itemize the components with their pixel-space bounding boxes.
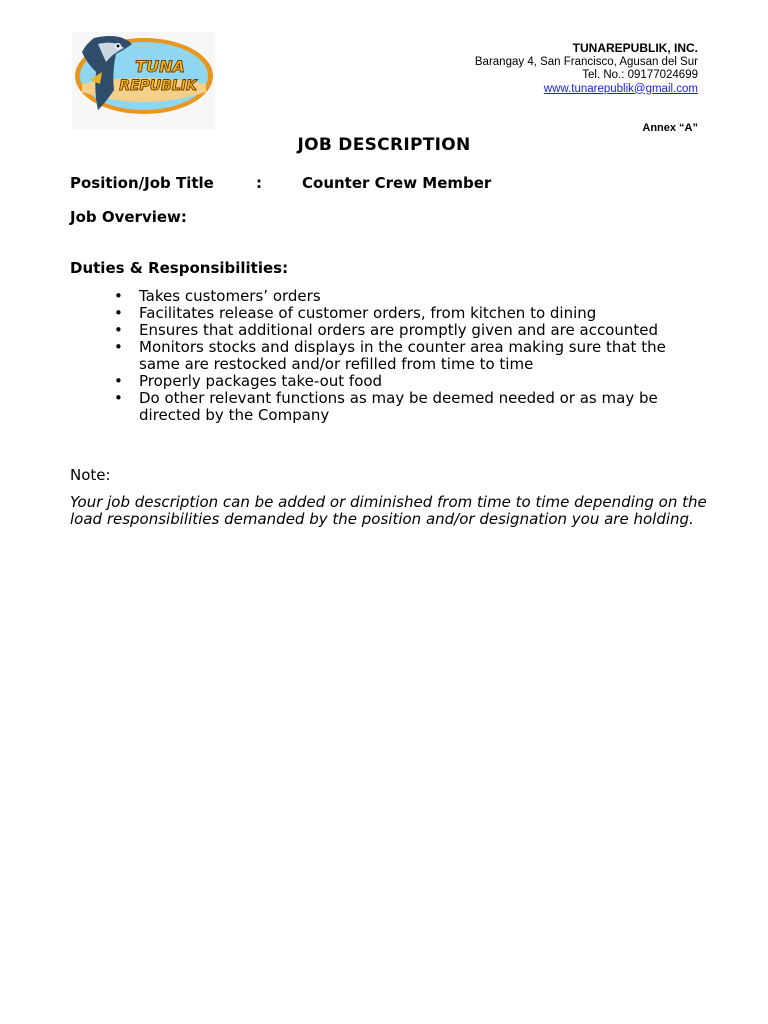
bullet-icon: • bbox=[114, 287, 123, 305]
list-item bbox=[70, 305, 700, 322]
list-item bbox=[70, 339, 700, 373]
svg-text:REPUBLIK: REPUBLIK bbox=[119, 78, 197, 94]
duty-text: Monitors stocks and displays in the counter area making sure that the same are restocked and/or refilled from time to time bbox=[139, 338, 666, 373]
duties-heading: Duties & Responsibilities: bbox=[70, 259, 289, 277]
job-overview-heading: Job Overview: bbox=[70, 208, 187, 226]
position-label: Position/Job Title bbox=[70, 174, 214, 192]
company-phone: Tel. No.: 09177024699 bbox=[582, 69, 698, 81]
duties-list bbox=[70, 288, 700, 424]
company-info bbox=[475, 42, 698, 96]
bullet-icon: • bbox=[114, 389, 123, 407]
position-value: Counter Crew Member bbox=[302, 174, 492, 192]
page-title: JOB DESCRIPTION bbox=[297, 135, 471, 155]
list-item bbox=[70, 390, 700, 424]
company-email-link[interactable]: www.tunarepublik@gmail.com bbox=[543, 82, 698, 95]
list-item bbox=[70, 373, 700, 390]
list-item bbox=[70, 288, 700, 305]
bullet-icon: • bbox=[114, 304, 123, 322]
svg-text:TUNA: TUNA bbox=[135, 57, 185, 76]
company-address: Barangay 4, San Francisco, Agusan del Sur bbox=[474, 55, 698, 68]
tuna-republik-logo-icon bbox=[72, 32, 215, 130]
bullet-icon: • bbox=[114, 338, 123, 356]
duty-text: Takes customers’ orders bbox=[139, 287, 321, 305]
position-colon: : bbox=[256, 174, 262, 192]
company-logo bbox=[72, 32, 215, 130]
position-row bbox=[70, 174, 492, 192]
company-name: TUNAREPUBLIK, INC. bbox=[572, 41, 698, 55]
list-item bbox=[70, 322, 700, 339]
duty-text: Do other relevant functions as may be deemed needed or as may be directed by the Company bbox=[139, 389, 658, 424]
duty-text: Facilitates release of customer orders, from kitchen to dining bbox=[139, 304, 597, 322]
note-text: Your job description can be added or diminished from time to time depending on the load responsibilities demanded by the position and/or designation you are holding. bbox=[70, 493, 707, 528]
bullet-icon: • bbox=[114, 372, 123, 390]
duty-text: Properly packages take-out food bbox=[139, 372, 383, 390]
annex-label: Annex “A” bbox=[642, 122, 698, 134]
bullet-icon: • bbox=[114, 321, 123, 339]
duty-text: Ensures that additional orders are promptly given and are accounted bbox=[139, 321, 659, 339]
note-label: Note: bbox=[70, 466, 111, 484]
